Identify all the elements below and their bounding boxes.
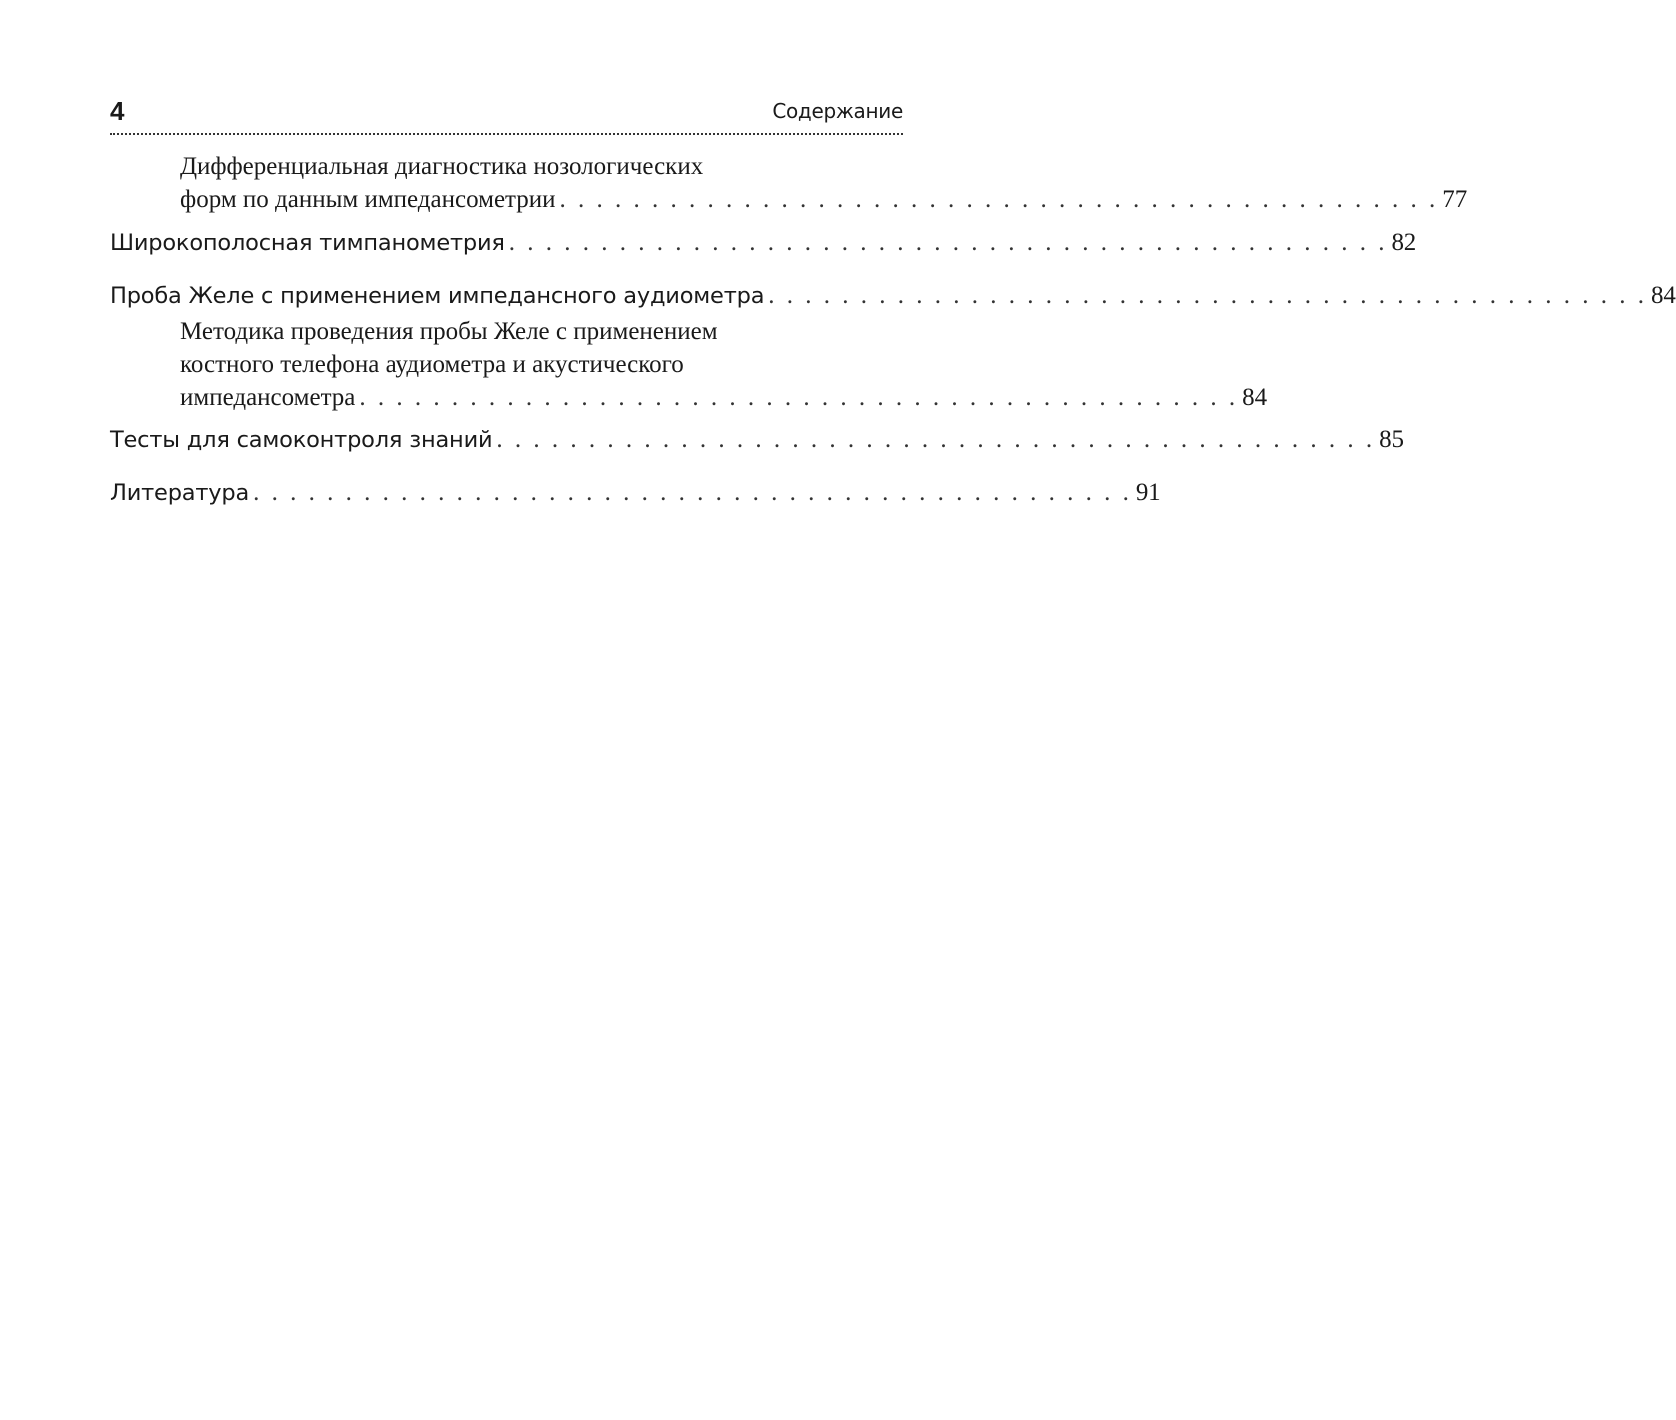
dot-leader: . . . . . . . . . . . . . . . . . . . . . . . . . . . . . . . . . . . . . . . . . . . . . . . . bbox=[768, 282, 1648, 309]
toc-page-number: 85 bbox=[1379, 426, 1404, 453]
toc-entry-self-check-tests[interactable] bbox=[110, 423, 1404, 457]
toc-entry-text-line: Тесты для самоконтроля знаний bbox=[110, 427, 493, 453]
toc-page-number: 82 bbox=[1391, 229, 1417, 256]
dot-leader: . . . . . . . . . . . . . . . . . . . . . . . . . . . . . . . . . . . . . . . . . . . . . . . . bbox=[508, 229, 1388, 256]
toc-page-number: 84 bbox=[1242, 384, 1268, 411]
page-number: 4 bbox=[110, 96, 125, 126]
page-header bbox=[110, 96, 903, 132]
toc-page-number: 77 bbox=[1442, 186, 1468, 213]
header-dotted-rule bbox=[110, 133, 903, 135]
toc-entry-gelle-test-method[interactable] bbox=[180, 315, 1268, 414]
toc-entry-differential-diagnosis[interactable] bbox=[180, 150, 1468, 216]
toc-entry-literature[interactable] bbox=[110, 476, 1161, 510]
toc-entry-text-line: Проба Желе с применением импедансного аудиометра bbox=[110, 283, 765, 309]
toc-page-number: 91 bbox=[1135, 479, 1161, 506]
toc-entry-text-line: Литература bbox=[110, 480, 250, 506]
toc-entry-gelle-test[interactable] bbox=[110, 279, 1676, 313]
dot-leader: . . . . . . . . . . . . . . . . . . . . . . . . . . . . . . . . . . . . . . . . . . . . . . . . bbox=[496, 426, 1376, 453]
toc-page-number: 84 bbox=[1651, 282, 1676, 309]
toc-entry-text-line: Дифференциальная диагностика нозологических bbox=[180, 153, 704, 180]
toc-entry-text-line: импедансометра bbox=[180, 384, 356, 411]
running-title: Содержание bbox=[772, 99, 903, 123]
dot-leader: . . . . . . . . . . . . . . . . . . . . . . . . . . . . . . . . . . . . . . . . . . . . . . . . bbox=[359, 384, 1239, 411]
dot-leader: . . . . . . . . . . . . . . . . . . . . . . . . . . . . . . . . . . . . . . . . . . . . . . . . bbox=[253, 479, 1132, 506]
toc-entry-text-line: костного телефона аудиометра и акустического bbox=[180, 351, 684, 378]
toc-entry-text-line: форм по данным импедансометрии bbox=[180, 186, 556, 213]
toc-entry-text-line: Методика проведения пробы Желе с применением bbox=[180, 318, 718, 345]
toc-entry-text-line: Широкополосная тимпанометрия bbox=[110, 230, 505, 256]
dot-leader: . . . . . . . . . . . . . . . . . . . . . . . . . . . . . . . . . . . . . . . . . . . . . . . . bbox=[559, 186, 1439, 213]
toc-entry-wideband-tympanometry[interactable] bbox=[110, 226, 1417, 260]
